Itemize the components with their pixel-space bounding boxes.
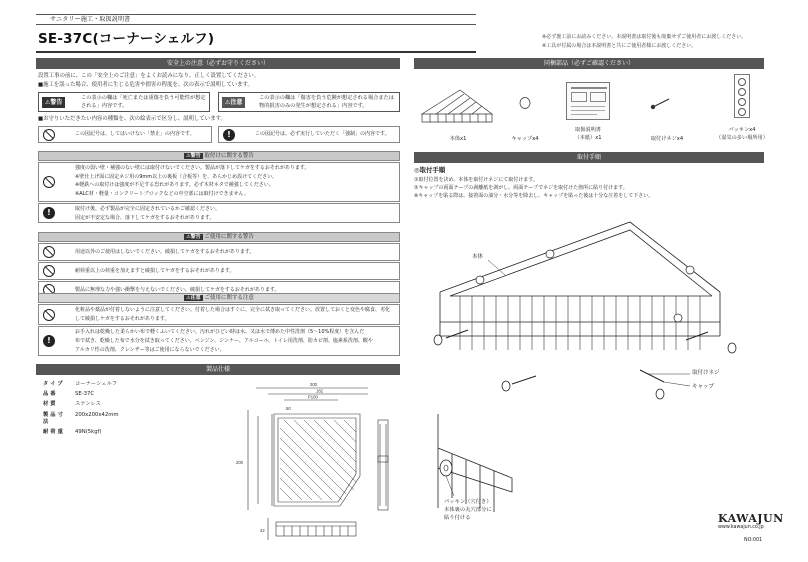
install-warning-header <box>38 151 400 161</box>
caution-line: アルカリ性の洗剤、クレンザー等はご使用にならないでください。 <box>75 347 225 353</box>
caution-line: 化粧品や薬品が付着しないように注意してください。付着した場合はすぐに、完全に拭き取ってください。放置しておくと変色や腐食、劣化 <box>75 307 391 313</box>
use-caution-badge: ⚠注意 <box>186 295 201 301</box>
use-warning-title: ご使用に関する警告 <box>204 234 254 240</box>
prohibit-legend-text: この図記号は、してはいけない「禁止」の内容です。 <box>75 131 195 137</box>
parts-heading: 同梱部品（必ずご確認ください） <box>414 58 764 69</box>
install-heading: 取付手順 <box>414 152 764 163</box>
packing-part-image <box>734 74 750 118</box>
document-category-bar <box>36 14 476 25</box>
cap-part-image <box>518 96 532 110</box>
callout-body: 本体 <box>472 254 484 260</box>
screw-part-image <box>650 96 672 110</box>
safety-intro <box>38 72 400 90</box>
safety-intro-line: 設置工事の前に、この「安全上のご注意」をよくお読みになり、正しく設置してください。 <box>38 73 260 79</box>
install-warning-item <box>38 162 400 202</box>
shelf-part-image <box>418 82 498 132</box>
symbol-intro: ■お守りいただきたい内容の種類を、次の絵表示で区分し、説明しています。 <box>38 116 226 122</box>
header-note: ※工具が付属の場合は本説明書と共にご使用者様にお渡しください。 <box>542 43 697 49</box>
use-warning-item <box>38 243 400 261</box>
install-warning-badge: ⚠警告 <box>186 153 201 159</box>
page-title: SE-37C(コーナーシェルフ) <box>38 31 215 47</box>
warning-line: 耐荷重以上の荷重を加えますと破損してケガをするおそれがあります。 <box>75 268 235 274</box>
prohibited-icon <box>43 246 55 258</box>
mandatory-legend <box>218 126 400 143</box>
mandatory-icon: ! <box>43 207 55 219</box>
dim-label: 50 <box>286 406 291 411</box>
use-caution-title: ご使用に関する注意 <box>204 295 254 301</box>
warning-legend-text: この表示の欄は「死亡または重傷を負う可能性が想定される」内容です。 <box>81 95 206 109</box>
part-label: 本体x1 <box>449 136 467 142</box>
spec-row <box>40 379 122 389</box>
spec-table <box>40 379 122 438</box>
warning-badge: ⚠警告 <box>42 97 65 108</box>
use-caution-item <box>38 326 400 356</box>
part-label: 取付けネジx4 <box>650 136 684 142</box>
mandatory-legend-text: この図記号は、必ず実行していただく「強制」の内容です。 <box>255 131 390 137</box>
warning-line: ※軽鉄への取付けは強度が不足する恐れがあります。必ず木材ネタで補強してください。 <box>75 182 274 188</box>
install-warning-title: 取付けに関する警告 <box>204 153 254 159</box>
document-number: NO:001 <box>744 538 763 543</box>
caution-line: 布で拭き、乾燥した布で水分を拭き取ってください。ベンジン、シンナー、アルコール、トイレ用洗剤、防カビ剤、塩素系洗剤、酸や <box>75 338 373 344</box>
part-label: パッキンx4 <box>728 127 756 133</box>
header-note: ※必ず施工前にお読みください。本説明書は取付後も廃棄せずご使用者にお渡しください。 <box>542 34 747 40</box>
spec-value: コーナーシェルフ <box>75 380 118 387</box>
document-category: サニタリー施工・取扱説明書 <box>50 16 131 23</box>
spec-row <box>40 389 122 399</box>
caution-legend <box>218 92 400 112</box>
mandatory-icon: ! <box>223 129 235 141</box>
caution-line: して破損しケガをするおそれがあります。 <box>75 316 170 322</box>
caution-line: お手入れは乾燥した柔らかい布で軽くふいてください。汚れがひどい時は水、又は水で薄めた中性洗剤（5～10%程度）を含んだ <box>75 329 365 335</box>
spec-row <box>40 427 122 437</box>
prohibited-icon <box>43 129 55 141</box>
dim-label: 182 <box>316 388 323 394</box>
brand-logo: KAWAJUN <box>718 512 784 525</box>
part-label: 取扱説明書 <box>575 127 601 133</box>
part-label: キャップx4 <box>511 136 539 142</box>
mandatory-icon: ! <box>43 335 55 347</box>
spec-value: ステンレス <box>75 401 101 408</box>
install-warning-item <box>38 203 400 223</box>
dim-label: 200 <box>310 382 317 387</box>
spec-heading: 製品仕様 <box>36 364 400 375</box>
packing-callout-line: 本体裏の丸穴部分に <box>444 507 492 513</box>
spec-value: SE-37C <box>75 390 95 397</box>
spec-row <box>40 400 122 410</box>
use-warning-item <box>38 262 400 280</box>
caution-legend-text: この表示の欄は「傷害を負う危険が想定される場合または物的損害のみの発生が想定される」内容です。 <box>259 95 394 109</box>
spec-key: 品番 <box>43 390 58 397</box>
spec-value: 49N(5kgf) <box>75 429 102 436</box>
safety-heading: 安全上の注意（必ずお守りください） <box>36 58 400 69</box>
use-warning-header <box>38 232 400 242</box>
install-illustration <box>420 212 740 412</box>
use-caution-header <box>38 293 400 303</box>
spec-key: 製品寸法 <box>43 411 65 425</box>
warning-line: 用途以外のご使用はしないでください。破損してケガをするおそれがあります。 <box>75 249 255 255</box>
use-caution-item <box>38 304 400 325</box>
warning-legend <box>38 92 210 112</box>
spec-key: タイプ <box>43 380 65 387</box>
prohibited-icon <box>43 309 55 321</box>
packing-callout-line: 貼り付ける <box>444 515 471 521</box>
title-underline <box>36 51 476 53</box>
callout-cap: キャップ <box>692 384 715 390</box>
warning-line: ※ALC材・軽量・コンクリートブロックなどの中空部には取付けできません。 <box>75 190 249 197</box>
header-notes <box>542 33 746 51</box>
install-step: ①取付位置を決め、本体を取付けネジにて取付けます。 <box>414 177 538 183</box>
spec-row <box>40 410 122 427</box>
prohibited-icon <box>43 176 55 188</box>
dim-label: 200 <box>236 460 243 465</box>
prohibited-icon <box>43 265 55 277</box>
packing-callout-line: パッキン（穴付き） <box>444 499 492 505</box>
warning-line: ※壁仕上げ面に固定ネジ用の9mm以上の裏板（合板等）を、あらかじめ設けてください。 <box>75 173 278 180</box>
dim-label: 42 <box>260 528 265 533</box>
spec-key: 耐荷重 <box>43 429 65 436</box>
safety-intro-line: ■施工を誤った場合、使用者に生じる危害や損害の程度を、次の表示で説明しています。 <box>38 82 253 88</box>
prohibit-legend <box>38 126 212 143</box>
spec-key: 材質 <box>43 401 58 408</box>
install-step: ②キャップの両面テープの剥離紙を剥がし、両面テープでネジを取付けた箇所に貼り付けます。 <box>414 185 628 191</box>
dimension-drawing <box>228 380 403 555</box>
use-warning-badge: ⚠警告 <box>186 234 201 240</box>
install-step: ※キャップを貼る際は、接着面の油分・水分等を除去し、キャップを貼った後は十分な圧着をして下さい。 <box>414 193 654 199</box>
dim-label: P100 <box>308 394 318 400</box>
part-sublabel: （本紙）x1 <box>574 135 602 141</box>
warning-line: 製品に無理な力や強い衝撃を与えないでください。破損してケガをするおそれがあります。 <box>75 287 280 293</box>
warning-line: 固定が不安定な場合、落下してケガをするおそれがあります。 <box>75 214 215 221</box>
install-steps-title: ◎取付手順 <box>414 166 446 174</box>
warning-line: 取付け後、必ず製品が完全に固定されているかご確認ください。 <box>75 206 221 212</box>
part-sublabel: （湿気の多い場所用） <box>716 135 768 141</box>
install-steps <box>414 176 764 200</box>
warning-line: 強度の弱い壁・補強のない壁には取付けないでください。製品が落下してケガをするおそれがあります。 <box>75 165 310 171</box>
brand-url: www.kawajun.co.jp <box>718 525 764 530</box>
spec-value: 200x200x42mm <box>75 411 119 418</box>
manual-part-image <box>566 82 610 120</box>
callout-screw: 取付けネジ <box>692 370 720 376</box>
caution-badge: ⚠注意 <box>222 97 245 108</box>
packing-callout <box>444 498 492 522</box>
